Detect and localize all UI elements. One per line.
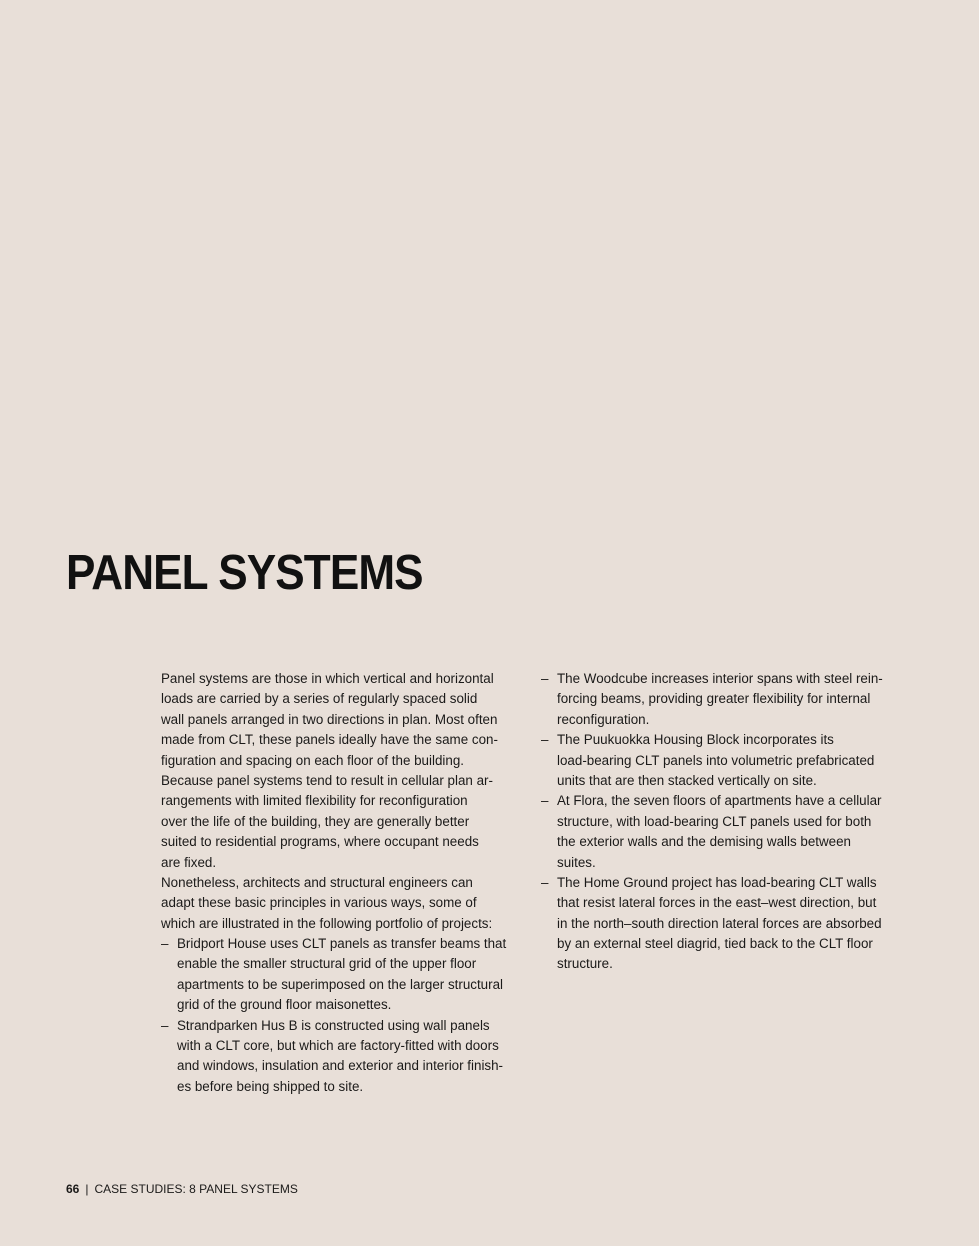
text-line <box>541 914 911 934</box>
text-line <box>161 751 531 771</box>
text-line <box>161 669 531 689</box>
text-line <box>161 832 531 852</box>
text-line <box>161 934 531 954</box>
line-text: The Puukuokka Housing Block incorporates its <box>557 732 834 748</box>
footer-separator: | <box>85 1182 89 1196</box>
text-line <box>541 812 911 832</box>
line-text: by an external steel diagrid, tied back to the CLT floor <box>557 936 873 952</box>
text-line <box>541 893 911 913</box>
line-text: At Flora, the seven floors of apartments have a cellular <box>557 793 882 809</box>
line-text: The Woodcube increases interior spans with steel rein- <box>557 671 883 686</box>
text-line <box>541 954 911 974</box>
bullet-item <box>161 1016 531 1098</box>
bullet-dash: – <box>541 671 549 686</box>
line-text: apartments to be superimposed on the larger structural <box>177 976 504 992</box>
page-footer <box>66 1182 298 1196</box>
text-line <box>161 995 531 1015</box>
line-text: load-bearing CLT panels into volumetric prefabricated <box>557 752 875 768</box>
page-title: PANEL SYSTEMS <box>66 545 423 600</box>
text-line <box>161 710 531 730</box>
line-text: Panel systems are those in which vertical and horizontal <box>161 671 494 686</box>
line-text: suited to residential programs, where occupant needs <box>161 834 479 850</box>
text-line <box>541 832 911 852</box>
line-text: figuration and spacing on each floor of the building. <box>161 752 464 768</box>
text-line <box>161 1056 531 1076</box>
text-line <box>161 853 531 873</box>
line-text: in the north–south direction lateral forces are absorbed <box>557 915 882 931</box>
bullet-dash: – <box>161 1017 169 1033</box>
line-text: adapt these basic principles in various ways, some of <box>161 895 477 911</box>
line-text: which are illustrated in the following portfolio of projects: <box>161 915 493 931</box>
text-line <box>161 975 531 995</box>
text-line <box>541 730 911 750</box>
text-line <box>161 914 531 934</box>
left-column <box>161 669 531 1097</box>
text-line <box>161 812 531 832</box>
line-text: Strandparken Hus B is constructed using wall panels <box>177 1017 490 1033</box>
line-text: enable the smaller structural grid of the upper floor <box>177 956 477 972</box>
text-line <box>541 710 911 730</box>
bullet-item <box>541 730 911 791</box>
text-line <box>541 934 911 954</box>
line-text: with a CLT core, but which are factory-fitted with doors <box>177 1038 499 1054</box>
bullet-item <box>541 669 911 730</box>
text-line <box>161 1077 531 1097</box>
line-text: grid of the ground floor maisonettes. <box>177 997 392 1013</box>
section-title: CASE STUDIES: 8 PANEL SYSTEMS <box>94 1182 298 1196</box>
text-line <box>161 1036 531 1056</box>
text-line <box>161 689 531 709</box>
line-text: reconfiguration. <box>557 711 650 727</box>
bullet-dash: – <box>541 732 549 748</box>
line-text: rangements with limited flexibility for reconfiguration <box>161 793 468 809</box>
right-column <box>541 669 911 975</box>
line-text: Bridport House uses CLT panels as transfer beams that <box>177 936 507 952</box>
text-line <box>161 730 531 750</box>
text-line <box>161 791 531 811</box>
line-text: over the life of the building, they are generally better <box>161 813 470 829</box>
line-text: made from CLT, these panels ideally have the same con- <box>161 732 498 748</box>
text-line <box>541 689 911 709</box>
text-line <box>161 771 531 791</box>
page-number: 66 <box>66 1182 80 1196</box>
line-text: that resist lateral forces in the east–west direction, but <box>557 895 877 911</box>
bullet-dash: – <box>541 793 549 809</box>
paragraph <box>161 873 531 934</box>
line-text: loads are carried by a series of regularly spaced solid <box>161 691 478 707</box>
bullet-item <box>541 873 911 975</box>
line-text: structure. <box>557 956 613 972</box>
text-line <box>541 853 911 873</box>
bullet-dash: – <box>161 936 169 952</box>
text-line <box>161 873 531 893</box>
line-text: the exterior walls and the demising walls between <box>557 834 852 850</box>
text-line <box>541 771 911 791</box>
line-text: structure, with load-bearing CLT panels used for both <box>557 813 872 829</box>
paragraph <box>161 669 531 873</box>
text-line <box>161 954 531 974</box>
line-text: suites. <box>557 854 596 870</box>
text-line <box>541 669 911 689</box>
line-text: are fixed. <box>161 854 217 870</box>
bullet-item <box>161 934 531 1016</box>
line-text: es before being shipped to site. <box>177 1078 364 1094</box>
line-text: wall panels arranged in two directions in plan. Most often <box>161 711 498 727</box>
line-text: units that are then stacked vertically on site. <box>557 772 817 788</box>
text-line <box>161 1016 531 1036</box>
line-text: Nonetheless, architects and structural engineers can <box>161 874 473 890</box>
bullet-item <box>541 791 911 873</box>
text-line <box>161 893 531 913</box>
line-text: The Home Ground project has load-bearing CLT walls <box>557 874 877 890</box>
text-line <box>541 873 911 893</box>
line-text: forcing beams, providing greater flexibility for internal <box>557 691 871 707</box>
bullet-dash: – <box>541 874 549 890</box>
line-text: Because panel systems tend to result in cellular plan ar- <box>161 772 493 788</box>
text-line <box>541 791 911 811</box>
line-text: and windows, insulation and exterior and interior finish- <box>177 1058 504 1074</box>
text-line <box>541 751 911 771</box>
